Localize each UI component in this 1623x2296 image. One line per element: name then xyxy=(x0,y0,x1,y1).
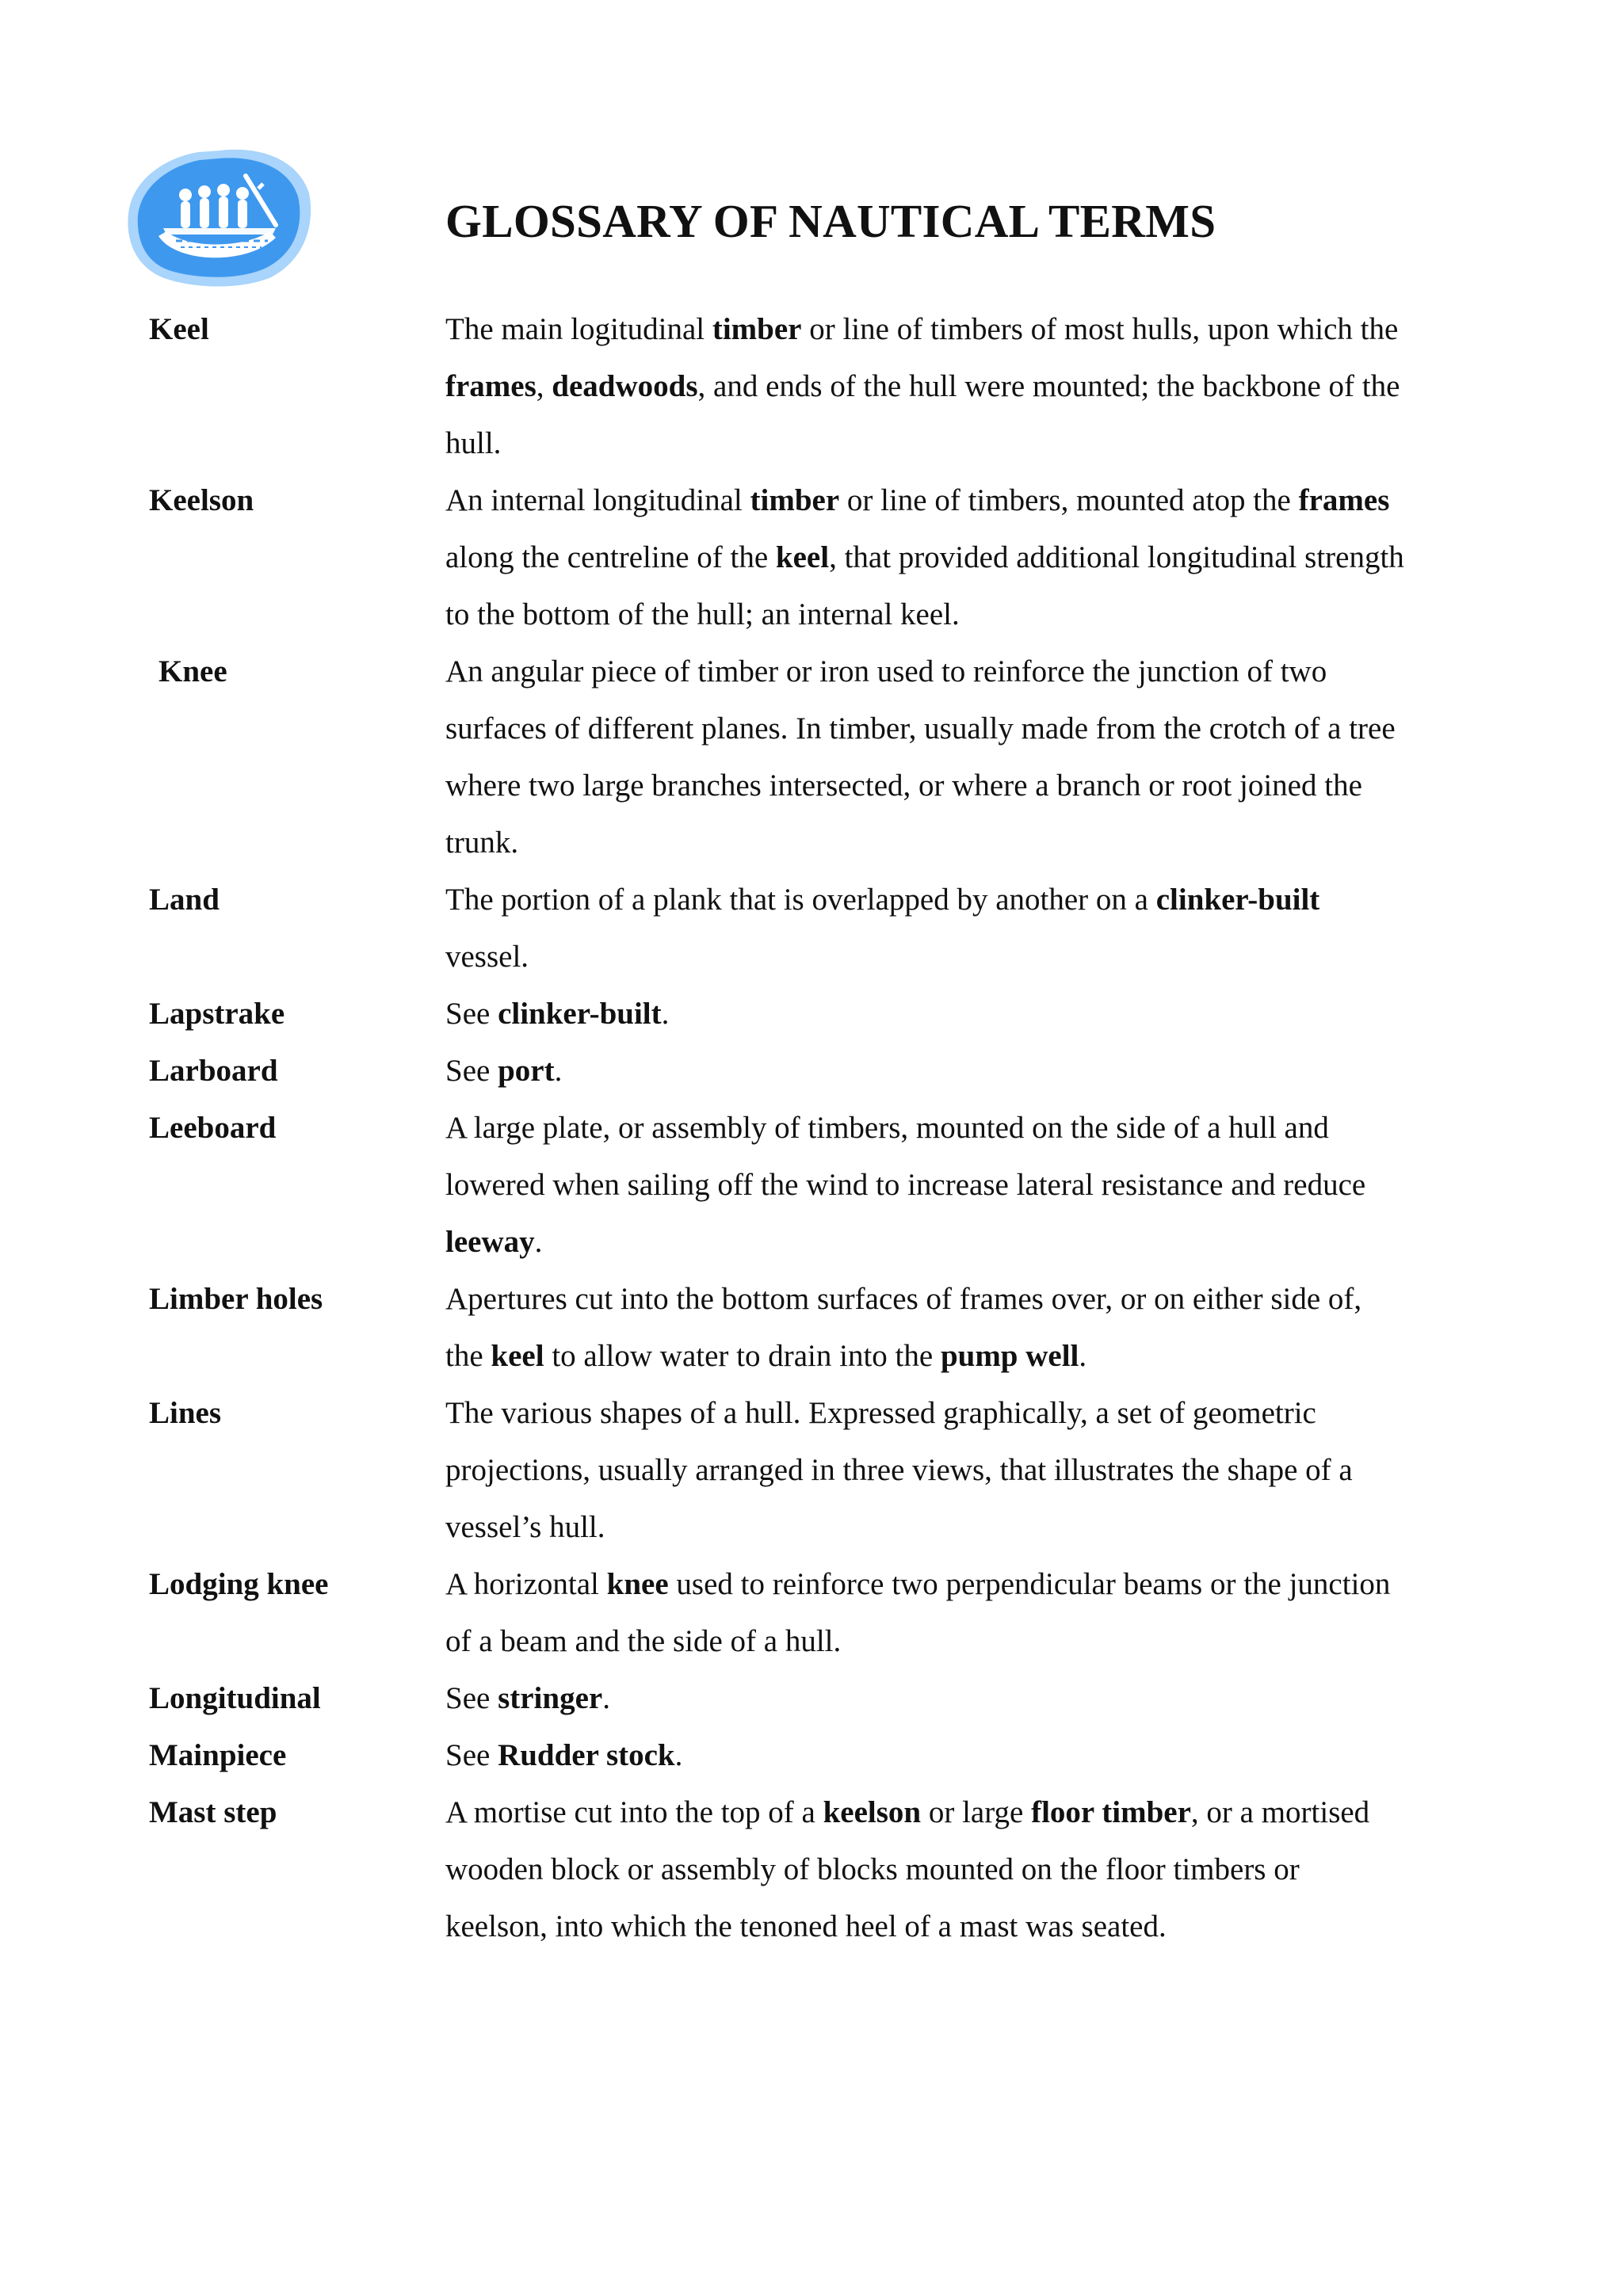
cross-reference-term: keelson xyxy=(823,1795,922,1829)
glossary-definition xyxy=(445,643,1404,871)
cross-reference-term: floor timber xyxy=(1031,1795,1191,1829)
definition-text: . xyxy=(661,997,670,1031)
definition-text: . xyxy=(674,1738,683,1772)
cross-reference-term: clinker-built xyxy=(498,997,662,1031)
glossary-entry xyxy=(149,301,1417,472)
glossary-entry xyxy=(149,1727,1417,1784)
glossary-term: Lapstrake xyxy=(149,997,285,1031)
glossary-term: Lodging knee xyxy=(149,1567,329,1601)
glossary-definition xyxy=(445,1727,1404,1784)
glossary-term: Larboard xyxy=(149,1054,278,1088)
glossary-definition xyxy=(445,986,1404,1043)
definition-text: See xyxy=(445,1054,498,1088)
glossary-entry xyxy=(149,871,1417,986)
glossary-definition xyxy=(445,871,1404,986)
glossary-entry xyxy=(149,1271,1417,1385)
glossary-term: Leeboard xyxy=(149,1111,277,1145)
definition-text: An angular piece of timber or iron used to reinforce the junction of two surfaces of different planes. In timber, usually made from the crotch of a tree where two large branches intersected, or where a branch or root joined the trunk. xyxy=(445,654,1396,860)
glossary-entry xyxy=(149,643,1417,871)
definition-text: A horizontal xyxy=(445,1567,607,1601)
glossary-list xyxy=(149,301,1417,1955)
glossary-entry xyxy=(149,1385,1417,1556)
cross-reference-term: deadwoods xyxy=(552,369,698,403)
definition-text: , xyxy=(536,369,552,403)
definition-text: vessel. xyxy=(445,940,529,974)
glossary-term: Land xyxy=(149,883,220,917)
definition-text: . xyxy=(602,1681,610,1715)
definition-text: used to reinforce two perpendicular beams or the junction of a beam and the side of a hull. xyxy=(445,1567,1391,1658)
glossary-term: Lines xyxy=(149,1396,222,1430)
cross-reference-term: leeway xyxy=(445,1225,535,1259)
definition-text: The various shapes of a hull. Expressed graphically, a set of geometric projections, usually arranged in three views, that illustrates the shape of a vessel’s hull. xyxy=(445,1396,1353,1544)
cross-reference-term: frames xyxy=(445,369,537,403)
definition-text: See xyxy=(445,1738,498,1772)
cross-reference-term: keel xyxy=(491,1339,544,1373)
definition-text: along the centreline of the xyxy=(445,540,776,574)
definition-text: A large plate, or assembly of timbers, mounted on the side of a hull and lowered when sailing off the wind to increase lateral resistance and reduce xyxy=(445,1111,1366,1202)
glossary-term: Knee xyxy=(158,654,227,688)
definition-text: A mortise cut into the top of a xyxy=(445,1795,823,1829)
cross-reference-term: port xyxy=(498,1054,555,1088)
glossary-term: Longitudinal xyxy=(149,1681,321,1715)
glossary-entry xyxy=(149,1556,1417,1670)
definition-text: , or a mortised wooden block or assembly of blocks mounted on the floor timbers or keelson, into which the tenoned heel of a mast was seated. xyxy=(445,1795,1370,1943)
definition-text: to allow water to drain into the xyxy=(544,1339,941,1373)
page-title: GLOSSARY OF NAUTICAL TERMS xyxy=(445,195,1216,247)
definition-text: An internal longitudinal xyxy=(445,483,750,517)
definition-text: See xyxy=(445,997,498,1031)
glossary-term: Keelson xyxy=(149,483,254,517)
glossary-definition xyxy=(445,1670,1404,1727)
cross-reference-term: stringer xyxy=(498,1681,603,1715)
glossary-definition xyxy=(445,1100,1404,1271)
definition-text: , and ends of the hull were mounted; the backbone of the hull. xyxy=(445,369,1400,460)
glossary-definition xyxy=(445,1043,1404,1100)
glossary-term: Mainpiece xyxy=(149,1738,287,1772)
glossary-entry xyxy=(149,1100,1417,1271)
cross-reference-term: timber xyxy=(712,312,802,346)
cross-reference-term: timber xyxy=(750,483,840,517)
glossary-term: Keel xyxy=(149,312,209,346)
glossary-definition xyxy=(445,1784,1404,1955)
glossary-entry xyxy=(149,1043,1417,1100)
glossary-definition xyxy=(445,1556,1404,1670)
definition-text: . xyxy=(534,1225,543,1259)
glossary-entry xyxy=(149,472,1417,643)
definition-text: Apertures cut into the bottom surfaces of frames over, or on either side of, the xyxy=(445,1282,1362,1373)
definition-text: or large xyxy=(921,1795,1032,1829)
definition-text: . xyxy=(554,1054,563,1088)
definition-text: or line of timbers of most hulls, upon which the xyxy=(801,312,1399,346)
definition-text: . xyxy=(1079,1339,1087,1373)
glossary-entry xyxy=(149,1784,1417,1955)
definition-text: , that provided additional longitudinal strength to the bottom of the hull; an internal keel. xyxy=(445,540,1404,631)
glossary-definition xyxy=(445,1271,1404,1385)
cross-reference-term: Rudder stock xyxy=(498,1738,675,1772)
glossary-definition xyxy=(445,301,1404,472)
definition-text: See xyxy=(445,1681,498,1715)
glossary-entry xyxy=(149,1670,1417,1727)
glossary-term: Mast step xyxy=(149,1795,277,1829)
glossary-entry xyxy=(149,986,1417,1043)
boat-logo-icon xyxy=(125,147,314,288)
glossary-definition xyxy=(445,1385,1404,1556)
glossary-term: Limber holes xyxy=(149,1282,323,1316)
cross-reference-term: pump well xyxy=(940,1339,1079,1373)
definition-text: The main logitudinal xyxy=(445,312,712,346)
cross-reference-term: keel xyxy=(775,540,830,574)
definition-text: or line of timbers, mounted atop the xyxy=(839,483,1299,517)
definition-text: The portion of a plank that is overlapped by another on a xyxy=(445,883,1156,917)
cross-reference-term: frames xyxy=(1298,483,1390,517)
glossary-definition xyxy=(445,472,1404,643)
cross-reference-term: clinker-built xyxy=(1155,883,1320,917)
cross-reference-term: knee xyxy=(606,1567,669,1601)
